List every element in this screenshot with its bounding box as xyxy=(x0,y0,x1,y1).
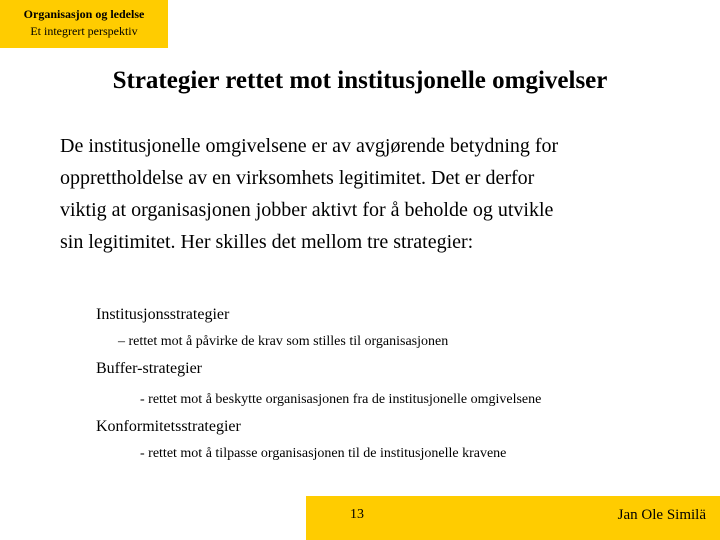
strategy-name-buffer: Buffer-strategier xyxy=(96,360,202,377)
strategy-name-institusjon: Institusjonsstrategier xyxy=(96,306,230,323)
course-subtitle: Et integrert perspektiv xyxy=(30,24,138,38)
intro-line: viktig at organisasjonen jobber aktivt for å beholde og utvikle xyxy=(60,199,554,221)
intro-line: opprettholdelse av en virksomhets legitimitet. Det er derfor xyxy=(60,167,535,189)
strategy-description-buffer: - rettet mot å beskytte organisasjonen fra de institusjonelle omgivelsene xyxy=(140,392,542,407)
brand-header-box xyxy=(0,0,168,48)
page-number: 13 xyxy=(350,507,364,522)
intro-paragraph xyxy=(60,130,680,258)
intro-line: De institusjonelle omgivelsene er av avgjørende betydning for xyxy=(60,135,559,157)
slide-title: Strategier rettet mot institusjonelle omgivelser xyxy=(112,67,608,94)
intro-line: sin legitimitet. Her skilles det mellom tre strategier: xyxy=(60,231,474,253)
strategy-description-konformitet: - rettet mot å tilpasse organisasjonen til de institusjonelle kravene xyxy=(140,446,507,461)
course-title: Organisasjon og ledelse xyxy=(23,7,145,21)
strategy-name-konformitet: Konformitetsstrategier xyxy=(96,418,241,435)
author-name: Jan Ole Similä xyxy=(617,507,706,523)
strategy-description-institusjon: – rettet mot å påvirke de krav som stilles til organisasjonen xyxy=(118,334,449,349)
